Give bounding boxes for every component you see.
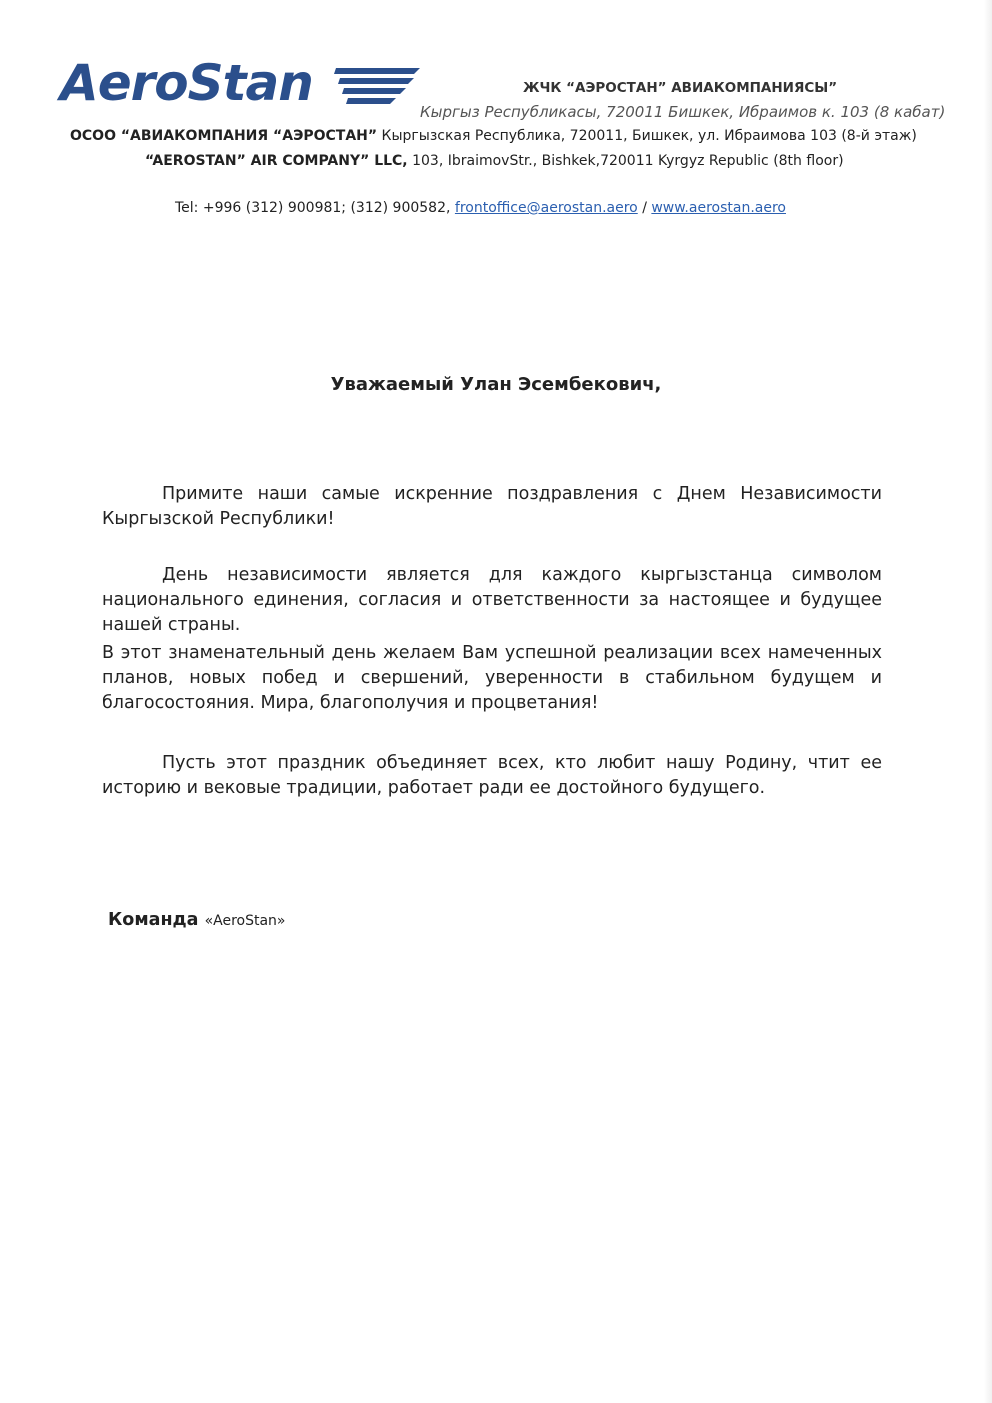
logo-text: AeroStan: [60, 54, 313, 112]
letterhead-tel: Tel: +996 (312) 900981; (312) 900582,: [175, 200, 451, 216]
signature-brand: «AeroStan»: [204, 913, 286, 929]
letterhead-contacts: [175, 200, 786, 216]
scan-edge-shadow: [984, 0, 992, 1403]
letterhead-website-link[interactable]: www.aerostan.aero: [651, 200, 786, 216]
letter-paragraph-4: Пусть этот праздник объединяет всех, кто любит нашу Родину, чтит ее историю и вековые традиции, работает ради ее достойного будущего.: [102, 753, 882, 798]
letter-paragraph-2: День независимости является для каждого кыргызстанца символом национального единения, согласия и ответственности за настоящее и будущее нашей страны.: [102, 565, 882, 635]
letter-paragraph-3: В этот знаменательный день желаем Вам успешной реализации всех намеченных планов, новых побед и свершений, уверенности в стабильном будущем и благосостояния. Мира, благополучия и процветания!: [102, 643, 882, 713]
letterhead-kg-title: ЖЧК “АЭРОСТАН” АВИАКОМПАНИЯСЫ”: [523, 80, 838, 96]
letterhead-separator: /: [642, 200, 647, 216]
letterhead-ru-org: ОСОО “АВИАКОМПАНИЯ “АЭРОСТАН”: [70, 128, 378, 144]
signature-team: Команда: [108, 910, 199, 930]
letter-greeting: Уважаемый Улан Эсембекович,: [330, 374, 662, 395]
letterhead-en-org: “AEROSTAN” AIR COMPANY” LLC,: [145, 153, 408, 169]
letter-signature: [108, 910, 286, 930]
letterhead-kg-address: Кыргыз Республикасы, 720011 Бишкек, Ибраимов к. 103 (8 кабат): [420, 103, 946, 121]
letter-paragraph-1: Примите наши самые искренние поздравления с Днем Независимости Кыргызской Республики!: [102, 484, 882, 529]
letterhead-ru-line: [70, 128, 917, 144]
aerostan-logo: [60, 52, 420, 114]
letterhead-en-line: [145, 153, 844, 169]
letterhead-ru-address: Кыргызская Республика, 720011, Бишкек, ул. Ибраимова 103 (8-й этаж): [381, 128, 917, 144]
logo-wings-icon: [330, 60, 422, 106]
letterhead-en-address: 103, IbraimovStr., Bishkek,720011 Kyrgyz Republic (8th floor): [412, 153, 844, 169]
letterhead-email-link[interactable]: frontoffice@aerostan.aero: [454, 200, 638, 216]
